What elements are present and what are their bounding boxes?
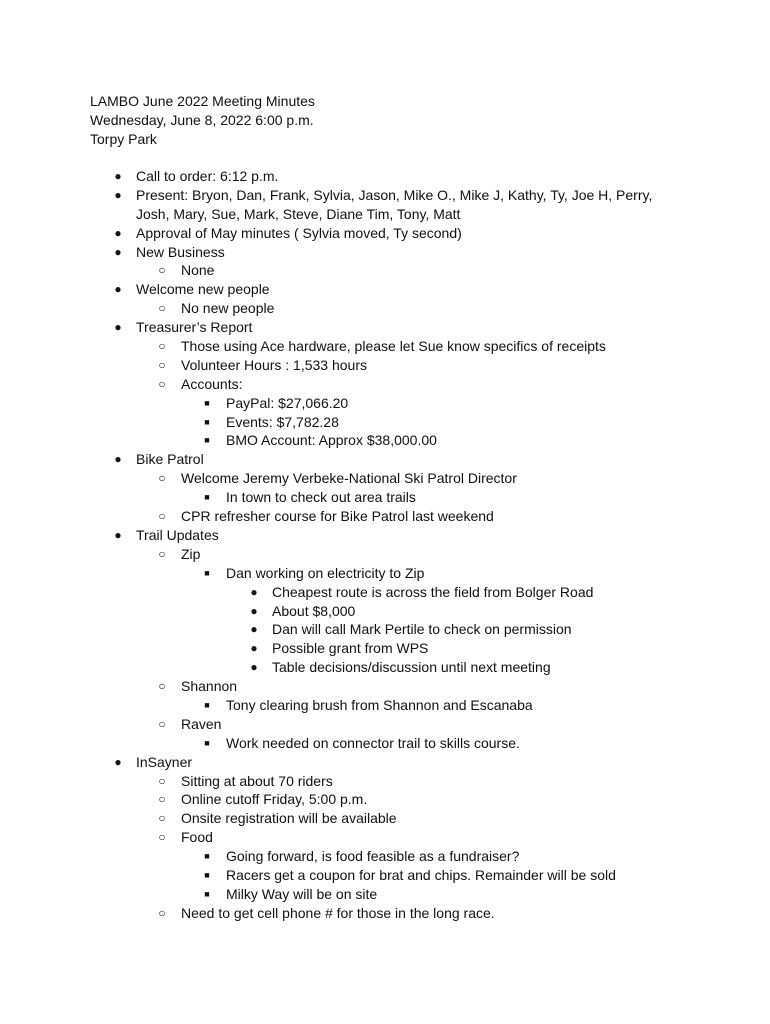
list-item [0, 224, 770, 243]
list-item [0, 772, 770, 791]
bullet-icon: ○ [158, 546, 166, 561]
list-item [0, 904, 770, 923]
list-item [0, 564, 770, 583]
list-item-text: No new people [181, 300, 275, 317]
list-item [0, 847, 770, 866]
list-item [0, 715, 770, 734]
list-item-text: Shannon [181, 678, 238, 695]
list-item [0, 809, 770, 828]
list-item-text-continued: Josh, Mary, Sue, Mark, Steve, Diane Tim, Tony, Matt [136, 205, 461, 222]
list-item [0, 469, 770, 488]
list-item [0, 828, 770, 847]
list-item [0, 866, 770, 885]
bullet-icon: ■ [204, 737, 210, 748]
bullet-icon: ● [250, 584, 258, 599]
bullet-icon: ○ [158, 811, 166, 826]
list-item [0, 167, 770, 186]
list-item [0, 243, 770, 262]
list-item-text: CPR refresher course for Bike Patrol last weekend [181, 508, 494, 525]
list-item [0, 261, 770, 280]
bullet-icon: ○ [158, 830, 166, 845]
list-item-text: Welcome Jeremy Verbeke-National Ski Patrol Director [181, 470, 517, 487]
list-item [0, 356, 770, 375]
bullet-icon: ● [114, 244, 122, 259]
bullet-icon: ○ [158, 471, 166, 486]
bullet-icon: ■ [204, 492, 210, 503]
list-item-text: Present: Bryon, Dan, Frank, Sylvia, Jason, Mike O., Mike J, Kathy, Ty, Joe H, Perry, [136, 186, 653, 203]
bullet-icon: ○ [158, 339, 166, 354]
list-item [0, 790, 770, 809]
list-item [0, 394, 770, 413]
document-header [90, 92, 315, 149]
list-item-text: Events: $7,782.28 [226, 413, 339, 430]
bullet-icon: ○ [158, 301, 166, 316]
bullet-icon: ■ [204, 397, 210, 408]
bullet-icon: ○ [158, 773, 166, 788]
list-item-text: Welcome new people [136, 281, 270, 298]
bullet-icon: ■ [204, 416, 210, 427]
bullet-icon: ● [114, 187, 122, 202]
list-item [0, 696, 770, 715]
document-title: LAMBO June 2022 Meeting Minutes [90, 93, 315, 109]
list-item [0, 734, 770, 753]
bullet-icon: ● [250, 603, 258, 618]
list-item [0, 431, 770, 450]
bullet-icon: ○ [158, 905, 166, 920]
bullet-icon: ■ [204, 699, 210, 710]
list-item [0, 658, 770, 677]
list-item-text: Bike Patrol [136, 451, 204, 468]
list-item-text: About $8,000 [272, 602, 356, 619]
list-item-text: Racers get a coupon for brat and chips. Remainder will be sold [226, 866, 616, 883]
bullet-icon: ● [250, 641, 258, 656]
bullet-icon: ■ [204, 869, 210, 880]
list-item [0, 186, 770, 224]
list-item-text: Those using Ace hardware, please let Sue know specifics of receipts [181, 338, 606, 355]
list-item-text: Treasurer’s Report [136, 319, 253, 336]
list-item-text: Tony clearing brush from Shannon and Escanaba [226, 696, 533, 713]
list-item-text: Going forward, is food feasible as a fundraiser? [226, 848, 520, 865]
bullet-icon: ○ [158, 376, 166, 391]
list-item [0, 639, 770, 658]
list-item-text: Accounts: [181, 375, 243, 392]
bullet-icon: ● [250, 660, 258, 675]
bullet-icon: ● [114, 452, 122, 467]
list-item-text: Sitting at about 70 riders [181, 772, 333, 789]
list-item-text: BMO Account: Approx $38,000.00 [226, 432, 437, 449]
meeting-location: Torpy Park [90, 131, 157, 147]
bullet-icon: ○ [158, 716, 166, 731]
list-item-text: Online cutoff Friday, 5:00 p.m. [181, 791, 368, 808]
bullet-icon: ○ [158, 792, 166, 807]
list-item [0, 375, 770, 394]
list-item-text: New Business [136, 243, 225, 260]
list-item [0, 450, 770, 469]
list-item [0, 337, 770, 356]
bullet-icon: ■ [204, 567, 210, 578]
list-item-text: Dan will call Mark Pertile to check on permission [272, 621, 572, 638]
bullet-icon: ○ [158, 509, 166, 524]
list-item-text: Volunteer Hours : 1,533 hours [181, 356, 368, 373]
bullet-icon: ● [114, 527, 122, 542]
list-item [0, 488, 770, 507]
bullet-icon: ■ [204, 851, 210, 862]
bullet-icon: ● [114, 282, 122, 297]
bullet-icon: ● [114, 320, 122, 335]
list-item-text: Dan working on electricity to Zip [226, 564, 425, 581]
bullet-icon: ● [114, 754, 122, 769]
list-item [0, 583, 770, 602]
bullet-icon: ○ [158, 263, 166, 278]
bullet-icon: ■ [204, 888, 210, 899]
list-item [0, 677, 770, 696]
list-item [0, 413, 770, 432]
list-item-text: Call to order: 6:12 p.m. [136, 168, 279, 184]
list-item-text: None [181, 262, 215, 279]
list-item [0, 545, 770, 564]
bullet-icon: ○ [158, 357, 166, 372]
list-item [0, 753, 770, 772]
list-item-text: Food [181, 829, 213, 846]
bullet-icon: ● [250, 622, 258, 637]
bullet-icon: ■ [204, 435, 210, 446]
bullet-icon: ● [114, 169, 122, 183]
list-item [0, 620, 770, 639]
list-item-text: Zip [181, 545, 201, 562]
list-item-text: Raven [181, 715, 222, 732]
list-item-text: Possible grant from WPS [272, 640, 429, 657]
list-item-text: Need to get cell phone # for those in the long race. [181, 904, 495, 921]
meeting-date: Wednesday, June 8, 2022 6:00 p.m. [90, 112, 314, 128]
list-item-text: Trail Updates [136, 526, 219, 543]
minutes-list [0, 167, 770, 923]
bullet-icon: ○ [158, 679, 166, 694]
list-item-text: PayPal: $27,066.20 [226, 394, 349, 411]
list-item-text: Onsite registration will be available [181, 810, 397, 827]
list-item [0, 318, 770, 337]
list-item-text: Table decisions/discussion until next meeting [272, 659, 551, 676]
list-item-text: Milky Way will be on site [226, 885, 378, 902]
list-item [0, 280, 770, 299]
list-item [0, 602, 770, 621]
list-item [0, 507, 770, 526]
list-item [0, 299, 770, 318]
list-item-text: Cheapest route is across the field from Bolger Road [272, 583, 594, 600]
list-item [0, 526, 770, 545]
list-item-text: In town to check out area trails [226, 489, 416, 506]
list-item-text: Work needed on connector trail to skills course. [226, 734, 520, 751]
list-item-text: Approval of May minutes ( Sylvia moved, Ty second) [136, 224, 462, 241]
bullet-icon: ● [114, 225, 122, 240]
list-item [0, 885, 770, 904]
list-item-text: InSayner [136, 753, 193, 770]
